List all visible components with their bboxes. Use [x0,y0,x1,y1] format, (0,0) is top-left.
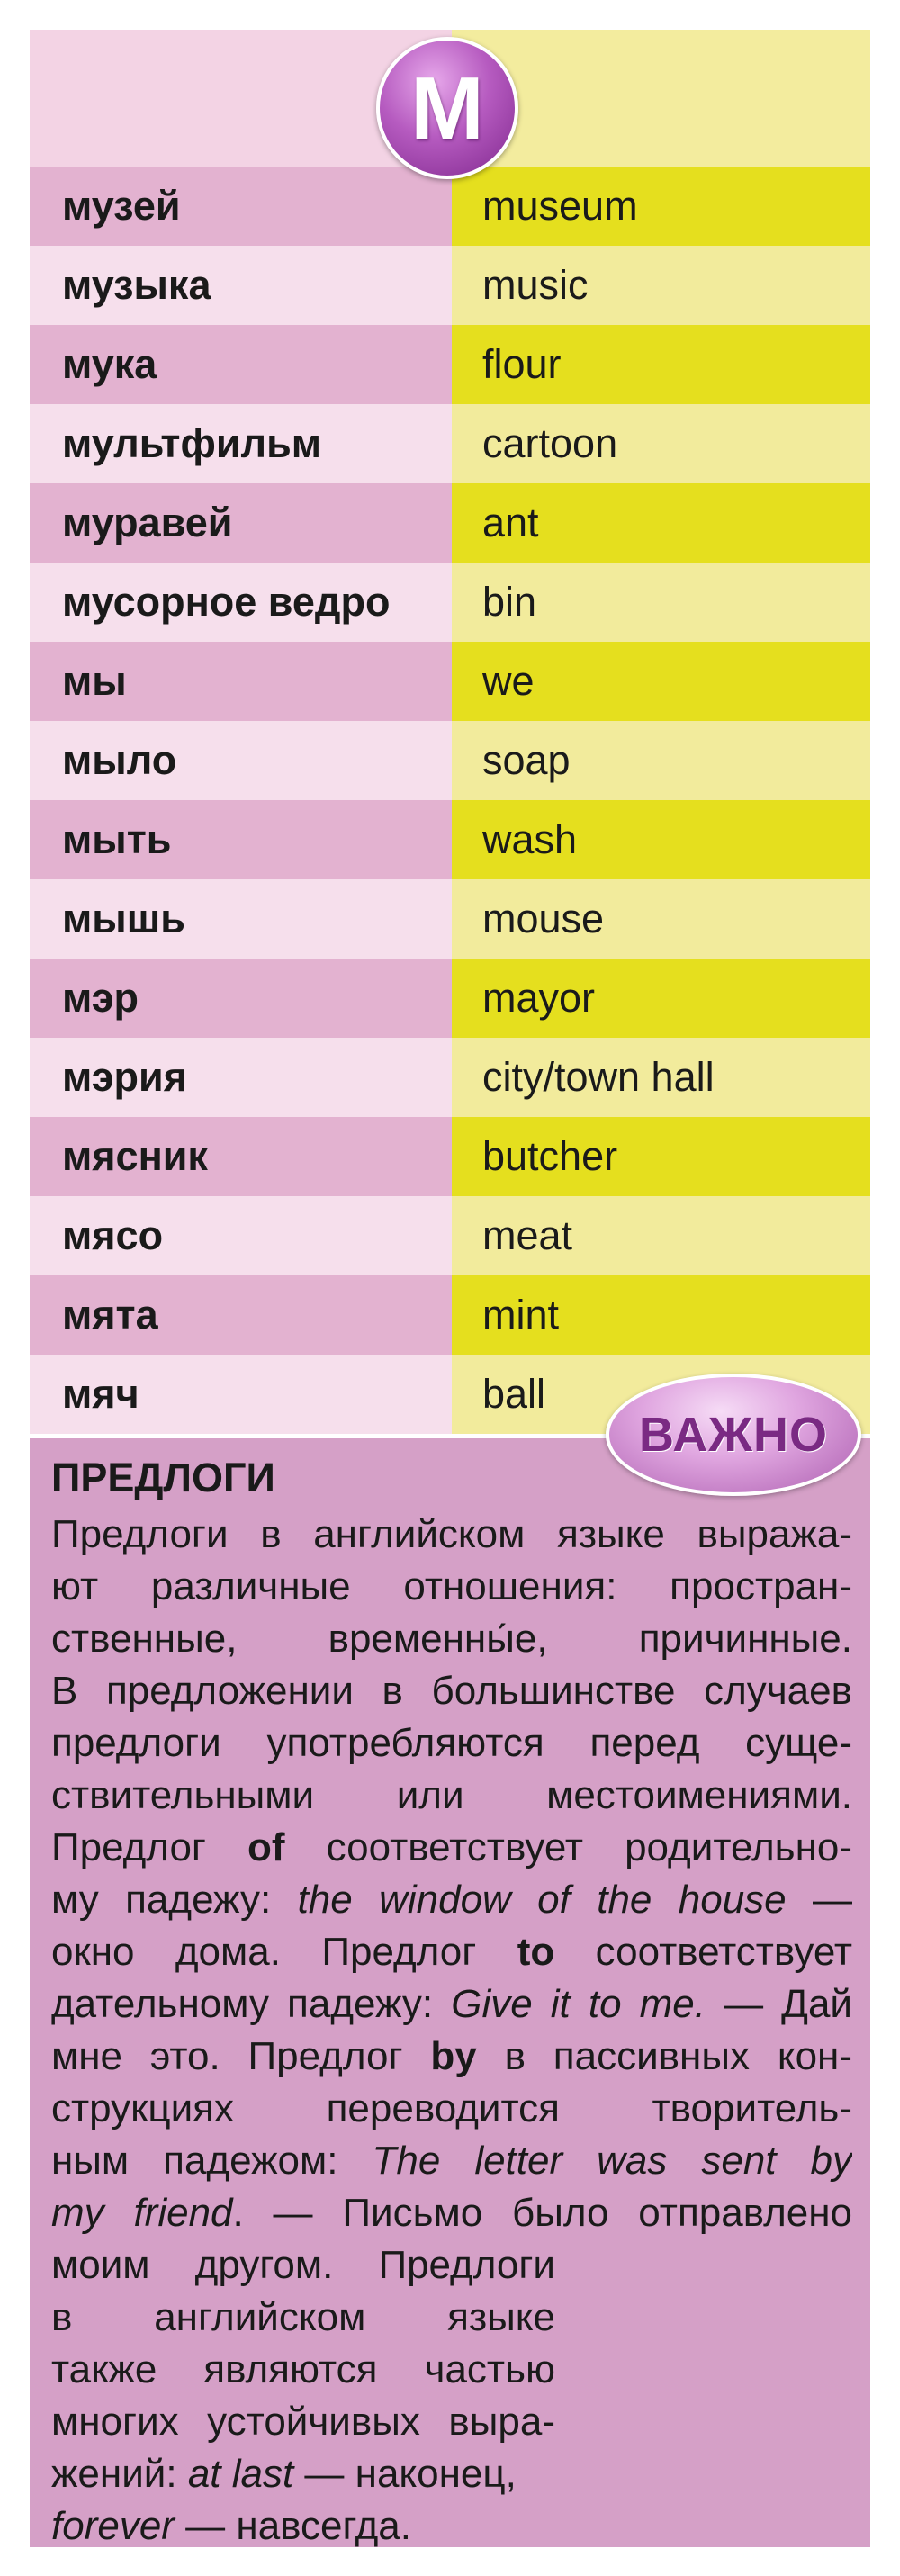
text-run: в английском языке [51,2295,555,2339]
english-word: wash [452,800,870,879]
text-run: ственные, временны́е, причинные. [51,1617,852,1661]
russian-word: мышь [30,879,452,959]
text-line [51,2396,555,2448]
text-line [51,2292,555,2344]
important-badge [606,1374,861,1496]
english-word: cartoon [452,404,870,483]
bold-term: by [430,2034,477,2078]
vocabulary-table [30,30,870,1434]
english-word: ball [452,1355,870,1434]
text-line [51,2239,555,2292]
text-run: му падежу: [51,1878,298,1922]
russian-word: мята [30,1275,452,1355]
text-line [51,1665,852,1717]
text-line [51,1613,852,1665]
russian-word: муравей [30,483,452,563]
english-word: bin [452,563,870,642]
table-row [30,959,870,1038]
text-run: соответствует родительно- [284,1825,852,1869]
text-run: ствительными или местоимениями. [51,1773,852,1817]
italic-example: at last [187,2452,294,2496]
russian-word: мэр [30,959,452,1038]
text-run: жений: [51,2452,188,2496]
table-row [30,642,870,721]
table-row [30,1275,870,1355]
russian-word: мэрия [30,1038,452,1117]
text-line [51,1926,852,1978]
italic-example: my friend [51,2191,233,2235]
english-word: music [452,246,870,325]
english-word: flour [452,325,870,404]
english-word: we [452,642,870,721]
italic-example: forever [51,2504,175,2548]
text-line [51,2500,555,2553]
russian-word: мы [30,642,452,721]
english-word: city/town hall [452,1038,870,1117]
important-box [30,1408,870,2548]
english-word: museum [452,167,870,246]
russian-word: мультфильм [30,404,452,483]
russian-word: мыть [30,800,452,879]
text-run: ным падежом: [51,2139,373,2183]
important-text [51,1509,852,2553]
english-word: soap [452,721,870,800]
text-line [51,2083,852,2135]
text-run: моим другом. Предлоги [51,2243,555,2287]
table-row [30,721,870,800]
russian-word: мыло [30,721,452,800]
russian-word: мука [30,325,452,404]
italic-example: the window of the house [297,1878,787,1922]
table-row [30,1117,870,1196]
table-header [30,30,870,167]
vocabulary-rows [30,167,870,1434]
text-run: мне это. Предлог [51,2034,431,2078]
text-run: — [786,1878,852,1922]
text-run: В предложении в большинстве случаев [51,1669,852,1713]
table-row [30,1038,870,1117]
text-line [51,1561,852,1613]
text-line [51,1822,852,1874]
italic-example: The letter was sent by [372,2139,852,2183]
text-run: дательному падежу: [51,1982,452,2026]
text-run: — навсегда. [174,2504,411,2548]
important-badge-label: ВАЖНО [638,1408,829,1462]
text-run: в пассивных кон- [476,2034,852,2078]
text-line [51,2031,852,2083]
text-run: многих устойчивых выра- [51,2400,555,2444]
letter-badge [376,37,518,179]
text-run: предлоги употребляются перед суще- [51,1721,852,1765]
english-word: butcher [452,1117,870,1196]
text-line [51,1509,852,1561]
bold-term: of [248,1825,285,1869]
russian-word: мясник [30,1117,452,1196]
text-line [51,1770,852,1822]
text-line [51,2448,555,2500]
english-word: mayor [452,959,870,1038]
russian-word: мяч [30,1355,452,1434]
text-run: соответствует [554,1930,852,1974]
text-line [51,1874,852,1926]
text-run: Предлог [51,1825,248,1869]
table-row [30,1196,870,1275]
table-row [30,404,870,483]
important-title: ПРЕДЛОГИ [51,1455,275,1500]
text-run: струкциях переводится творитель- [51,2086,852,2130]
text-run: Предлоги в английском языке выража- [51,1512,852,1556]
text-run: — наконец, [293,2452,517,2496]
text-run: . — Письмо было отправлено [232,2191,852,2235]
text-run: также являются частью [51,2347,555,2391]
text-line [51,2344,555,2396]
text-line [51,2187,852,2239]
english-word: ant [452,483,870,563]
table-row [30,563,870,642]
russian-word: мясо [30,1196,452,1275]
text-run: окно дома. Предлог [51,1930,518,1974]
letter-badge-label: М [410,59,484,158]
table-row [30,800,870,879]
italic-example: Give it to me. [451,1982,706,2026]
english-word: mouse [452,879,870,959]
text-line [51,1717,852,1770]
russian-word: мусорное ведро [30,563,452,642]
english-word: meat [452,1196,870,1275]
table-row [30,246,870,325]
text-run: — Дай [706,1982,852,2026]
russian-word: музей [30,167,452,246]
table-row [30,483,870,563]
table-row [30,879,870,959]
text-run: ют различные отношения: простран- [51,1564,852,1608]
text-line [51,1978,852,2031]
table-row [30,325,870,404]
english-word: mint [452,1275,870,1355]
text-line [51,2135,852,2187]
bold-term: to [517,1930,555,1974]
russian-word: музыка [30,246,452,325]
